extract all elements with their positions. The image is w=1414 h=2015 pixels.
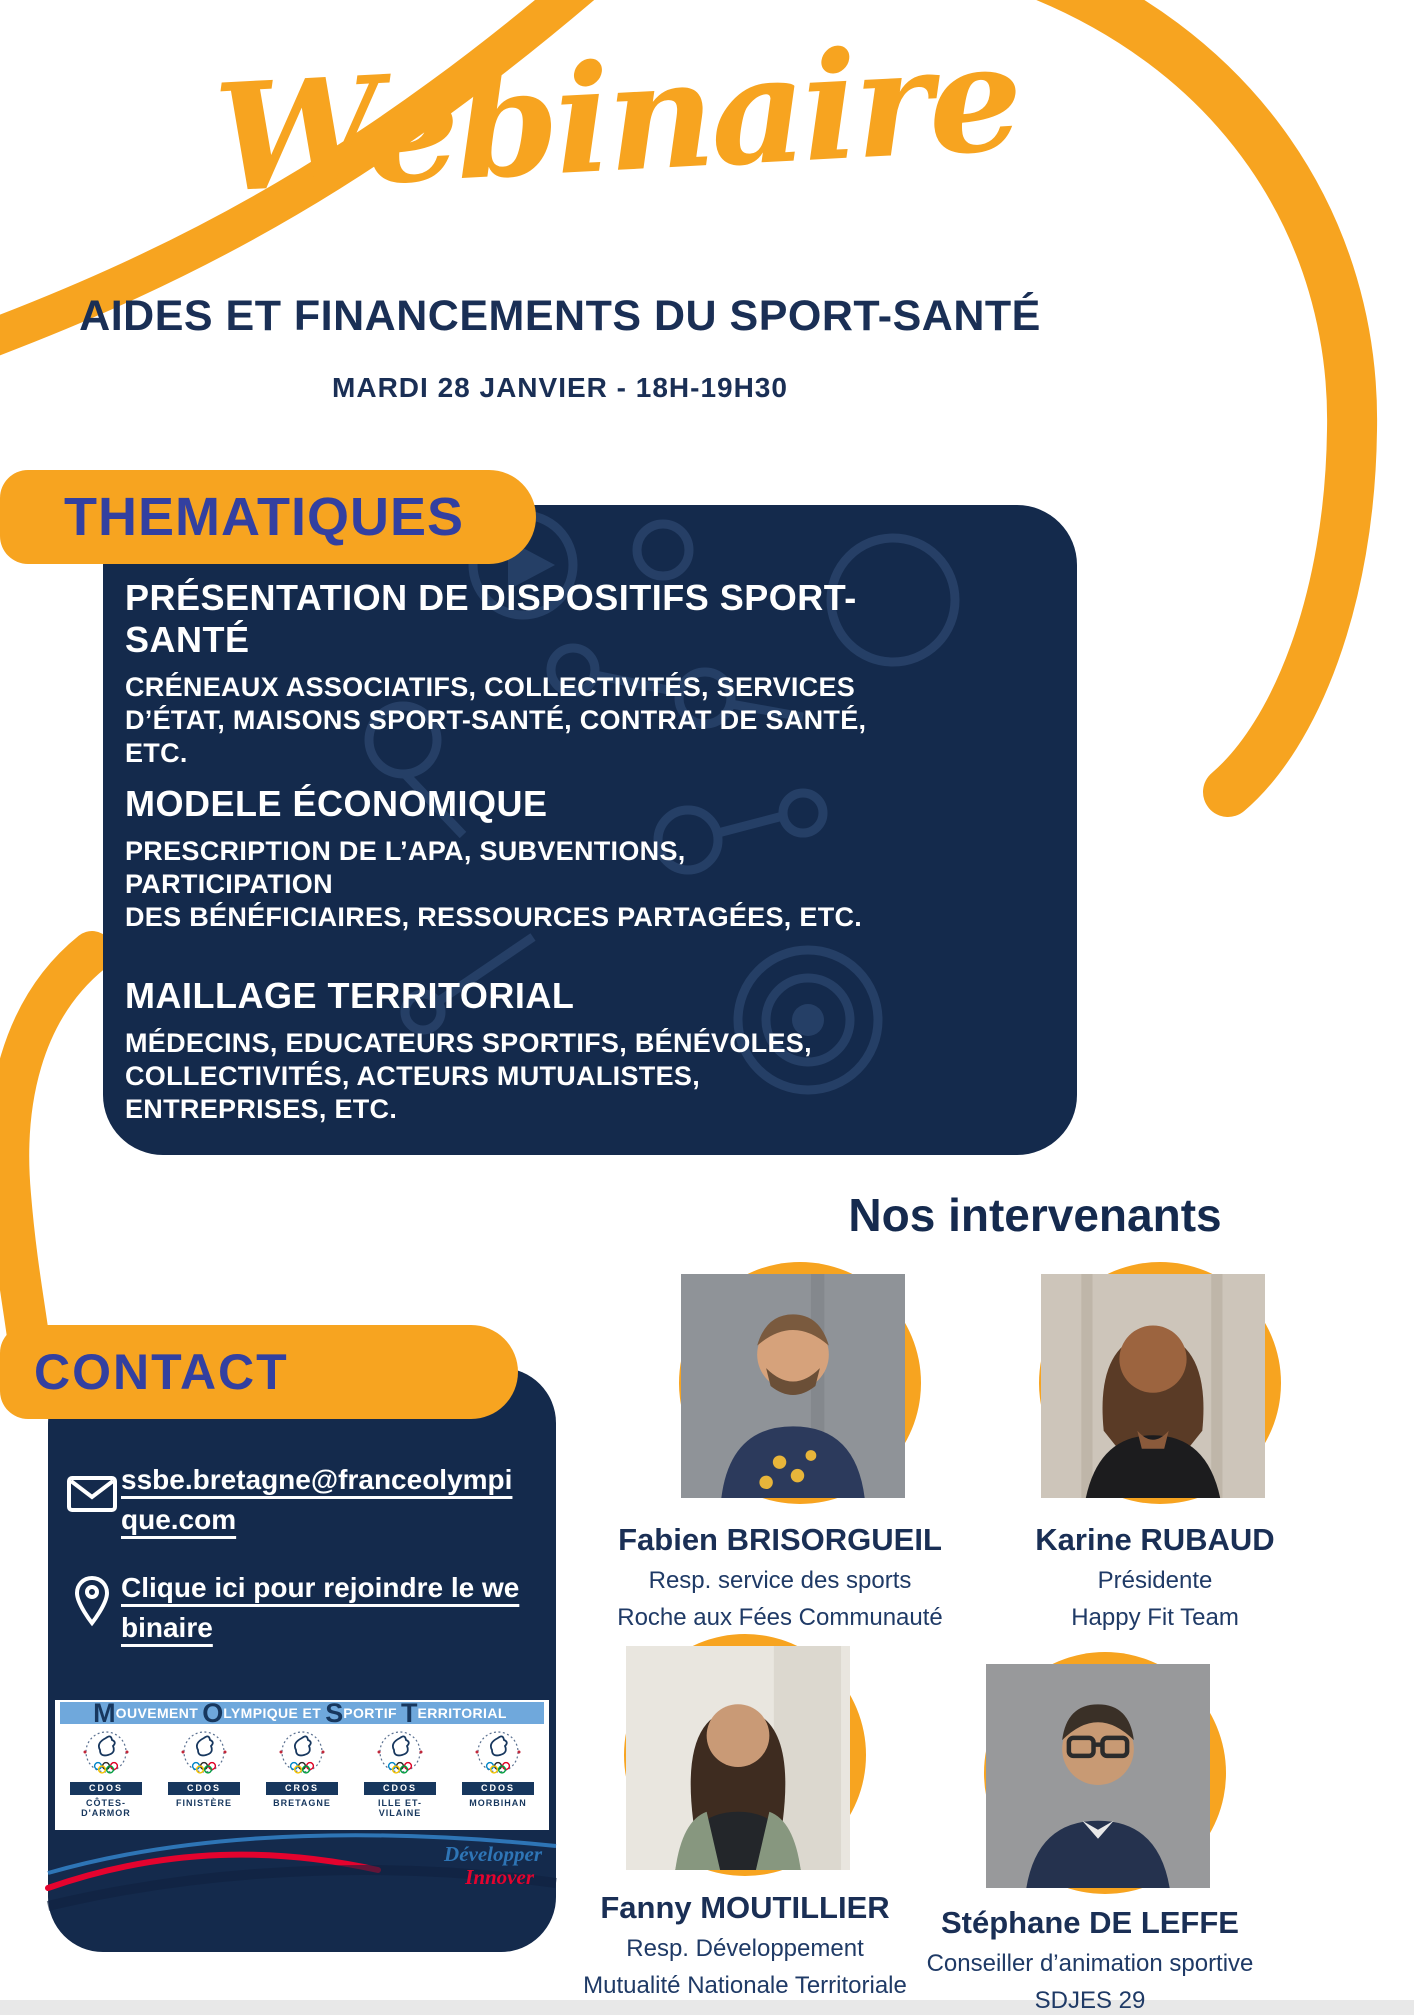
person-org: SDJES 29 [1034, 1987, 1146, 2014]
photo-stephane-de-leffe [984, 1652, 1226, 1894]
most-word: ERRITORIAL [417, 1705, 507, 1721]
committee-territory: CÔTES-D'ARMOR [81, 1798, 131, 1818]
contact-email-row [63, 1460, 523, 1540]
person-photo [681, 1274, 905, 1498]
person-name: Stéphane DE LEFFE [941, 1905, 1239, 1940]
most-initial: S [325, 1698, 344, 1728]
cnosf-rooster-emblem-icon [78, 1730, 134, 1780]
committee-cdos-ille-et-vilaine [353, 1730, 447, 1818]
thematique-detail: MÉDECINS, EDUCATEURS SPORTIFS, BÉNÉVOLES, COLLECTIVITÉS, ACTEURS MUTUALISTES, ENTREPRISES, ETC. [125, 1028, 812, 1124]
poster-subtitle: AIDES ET FINANCEMENTS DU SPORT-SANTÉ [79, 292, 1041, 340]
thematiques-banner [0, 470, 536, 564]
intervenants-heading: Nos intervenants [848, 1189, 1222, 1241]
most-initial: T [401, 1698, 418, 1728]
person-caption [860, 1905, 1320, 2015]
most-initial: O [202, 1698, 224, 1728]
committee-territory: ILLE ET-VILAINE [378, 1798, 422, 1818]
photo-karine-rubaud [1039, 1262, 1281, 1504]
person-role: Resp. service des sports [648, 1567, 912, 1594]
join-webinar-link[interactable]: Clique ici pour rejoindre le webinaire [121, 1572, 520, 1643]
thematiques-banner-label: THEMATIQUES [64, 487, 464, 547]
thematique-detail: CRÉNEAUX ASSOCIATIFS, COLLECTIVITÉS, SERVICES D’ÉTAT, MAISONS SPORT-SANTÉ, CONTRAT DE SANTÉ, ETC. [125, 672, 867, 768]
committee-cdos-morbihan [451, 1730, 545, 1818]
most-title [60, 1698, 544, 1728]
poster-datetime: MARDI 28 JANVIER - 18H-19H30 [332, 372, 788, 403]
thematique-detail: PRESCRIPTION DE L’APA, SUBVENTIONS, PARTICIPATION DES BÉNÉFICIAIRES, RESSOURCES PARTAGÉES, ETC. [125, 836, 863, 932]
photo-fanny-moutillier [624, 1634, 866, 1876]
contact-box [48, 1368, 556, 1952]
committee-org: CDOS [364, 1782, 436, 1795]
committee-org: CDOS [168, 1782, 240, 1795]
person-photo [626, 1646, 850, 1870]
poster-title: Webinaire [210, 9, 1023, 226]
most-tagline-innover: Innover [465, 1865, 534, 1889]
cnosf-rooster-emblem-icon [274, 1730, 330, 1780]
most-word: LYMPIQUE ET [223, 1705, 322, 1721]
person-org: Mutualité Nationale Territoriale [583, 1972, 907, 1999]
person-caption [925, 1522, 1385, 1632]
committee-cros-bretagne [255, 1730, 349, 1818]
most-tagline-developper: Développer [444, 1842, 542, 1866]
person-org: Roche aux Fées Communauté [617, 1604, 943, 1631]
person-name: Fabien BRISORGUEIL [618, 1522, 942, 1557]
most-word: PORTIF [343, 1705, 397, 1721]
person-org: Happy Fit Team [1071, 1604, 1239, 1631]
location-pin-icon [63, 1568, 121, 1648]
committee-org: CROS [266, 1782, 338, 1795]
thematique-title: MAILLAGE TERRITORIAL [125, 975, 575, 1016]
person-role: Présidente [1097, 1567, 1213, 1594]
photo-fabien-brisorgueil [679, 1262, 921, 1504]
committee-cdos-cotes-darmor [59, 1730, 153, 1818]
thematique-item [125, 975, 885, 1126]
cnosf-rooster-emblem-icon [176, 1730, 232, 1780]
most-word: OUVEMENT [115, 1705, 199, 1721]
committee-territory: FINISTÈRE [175, 1798, 232, 1808]
person-photo [986, 1664, 1210, 1888]
person-role: Conseiller d’animation sportive [926, 1950, 1254, 1977]
thematique-title: PRÉSENTATION DE DISPOSITIFS SPORT-SANTÉ [125, 577, 857, 660]
most-initial: M [93, 1698, 116, 1728]
committee-logos-row [55, 1730, 549, 1818]
committee-org: CDOS [462, 1782, 534, 1795]
contact-banner-label: CONTACT [34, 1344, 289, 1400]
person-role: Resp. Développement [626, 1935, 864, 1962]
thematique-item [125, 783, 885, 934]
committee-cdos-finistere [157, 1730, 251, 1818]
most-logo-block [55, 1700, 549, 1830]
person-name: Karine RUBAUD [1035, 1522, 1275, 1557]
thematiques-box [103, 505, 1077, 1155]
thematique-title: MODELE ÉCONOMIQUE [125, 783, 548, 824]
contact-join-row [63, 1568, 523, 1648]
contact-email-link[interactable]: ssbe.bretagne@franceolympique.com [121, 1464, 513, 1535]
person-name: Fanny MOUTILLIER [600, 1890, 890, 1925]
committee-territory: MORBIHAN [469, 1798, 527, 1808]
cnosf-rooster-emblem-icon [470, 1730, 526, 1780]
thematique-item [125, 577, 885, 770]
most-swoosh-graphic [48, 1828, 556, 1918]
committee-territory: BRETAGNE [273, 1798, 331, 1808]
cnosf-rooster-emblem-icon [372, 1730, 428, 1780]
committee-org: CDOS [70, 1782, 142, 1795]
contact-banner [0, 1325, 518, 1419]
envelope-icon [63, 1460, 121, 1540]
person-photo [1041, 1274, 1265, 1498]
